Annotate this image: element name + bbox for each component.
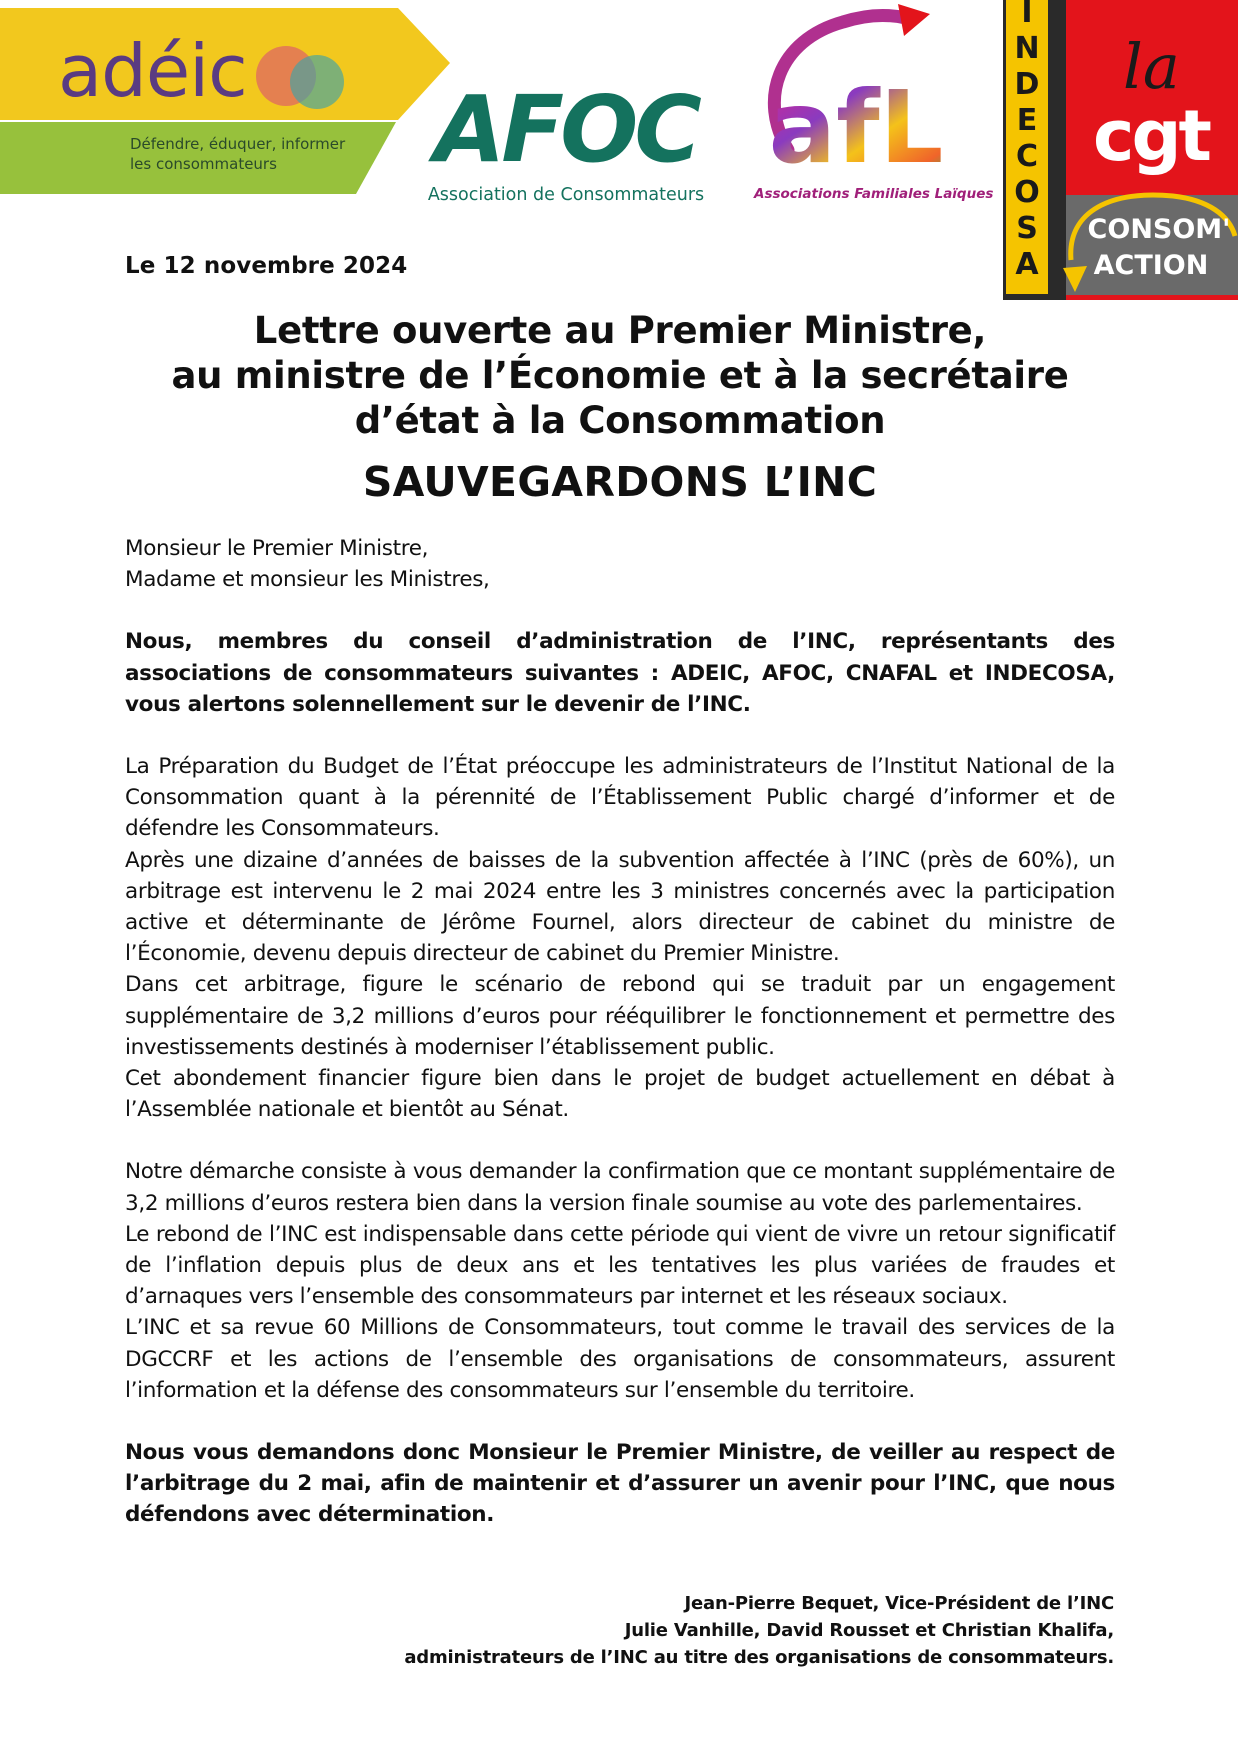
signature-line-2: Julie Vanhille, David Rousset et Christian Khalifa, <box>624 1620 1114 1641</box>
salutation-line-2: Madame et monsieur les Ministres, <box>125 567 490 593</box>
signature-line-1: Jean-Pierre Bequet, Vice-Président de l’INC <box>684 1593 1114 1614</box>
title-line-2: au ministre de l’Économie et à la secrétaire <box>171 354 1069 397</box>
paragraph-1: La Préparation du Budget de l’État préoccupe les administrateurs de l’Institut National de la Consommation quant à la pérennité de l’Établissement Public chargé d’informer et de défendre les Consommateurs. <box>125 754 1115 842</box>
letter-date: Le 12 novembre 2024 <box>125 253 408 279</box>
svg-text:D: D <box>1014 67 1040 102</box>
letter-body <box>125 533 1115 1531</box>
title-line-1: Lettre ouverte au Premier Ministre, <box>253 309 987 352</box>
svg-text:E: E <box>1016 103 1038 138</box>
adeic-tagline-2: les consommateurs <box>130 155 277 173</box>
svg-text:A: A <box>1015 247 1039 282</box>
afl-tagline: Associations Familiales Laïques <box>754 186 994 202</box>
closing-paragraph: Nous vous demandons donc Monsieur le Premier Ministre, de veiller au respect de l’arbitrage du 2 mai, afin de maintenir et d’assurer un avenir pour l’INC, que nous défendons avec détermination. <box>125 1440 1115 1528</box>
cgt-consom-text: CONSOM' <box>1087 214 1231 245</box>
intro-paragraph: Nous, membres du conseil d’administration de l’INC, représentants des associations de consommateurs suivantes : ADEIC, AFOC, CNAFAL et INDECOSA, vous alertons solennellement sur le devenir de l’INC. <box>125 629 1115 717</box>
paragraph-4: Cet abondement financier figure bien dans le projet de budget actuellement en débat à l’Assemblée nationale et bientôt au Sénat. <box>125 1066 1115 1123</box>
svg-text:O: O <box>1014 175 1040 210</box>
paragraph-5: Notre démarche consiste à vous demander la confirmation que ce montant supplémentaire de 3,2 millions d’euros restera bien dans la version finale soumise au vote des parlementaires. <box>125 1159 1115 1216</box>
paragraph-3: Dans cet arbitrage, figure le scénario de rebond qui se traduit par un engagement supplémentaire de 3,2 millions d’euros pour rééquilibrer le fonctionnement et permettre des investissements destinés à moderniser l’établissement public. <box>125 972 1115 1060</box>
afl-wordmark: afL <box>768 69 944 186</box>
cgt-wordmark: cgt <box>1092 95 1210 177</box>
afoc-logo <box>428 66 704 208</box>
signature-block <box>404 1590 1114 1671</box>
svg-text:I: I <box>1021 0 1033 30</box>
adeic-wordmark: adéic <box>58 29 247 113</box>
afoc-tagline: Association de Consommateurs <box>427 185 705 205</box>
svg-text:S: S <box>1016 211 1038 246</box>
adeic-logo <box>0 8 452 194</box>
indecosa-letters <box>1014 0 1040 282</box>
cgt-la-text: la <box>1123 30 1180 103</box>
signature-line-3: administrateurs de l’INC au titre des organisations de consommateurs. <box>404 1647 1114 1668</box>
adeic-tagline-1: Défendre, éduquer, informer <box>130 135 346 153</box>
title-line-3: d’état à la Consommation <box>354 399 886 442</box>
svg-text:C: C <box>1015 139 1039 174</box>
paragraph-6: Le rebond de l’INC est indispensable dans cette période qui vient de vivre un retour significatif de l’inflation depuis plus de deux ans et les tentatives les plus variées de fraudes et d’arnaques vers l’ensemble des consommateurs par internet et les réseaux sociaux. <box>125 1221 1115 1310</box>
indecosa-cgt-logo <box>1003 0 1238 300</box>
letter-title <box>150 308 1090 443</box>
headline: SAUVEGARDONS L’INC <box>362 458 878 506</box>
paragraph-7: L’INC et sa revue 60 Millions de Consommateurs, tout comme le travail des services de la DGCCRF et les actions de l’ensemble des organisations de consommateurs, assurent l’information et la défense des consommateurs sur l’ensemble du territoire. <box>125 1315 1115 1403</box>
cgt-action-text: ACTION <box>1093 250 1209 281</box>
afl-logo <box>748 0 994 212</box>
salutation-line-1: Monsieur le Premier Ministre, <box>125 536 429 561</box>
afoc-wordmark: AFOC <box>434 76 698 183</box>
paragraph-2: Après une dizaine d’années de baisses de la subvention affectée à l’INC (près de 60%), un arbitrage est intervenu le 2 mai 2024 entre les 3 ministres concernés avec la participation active et déterminante de Jérôme Fournel, alors directeur de cabinet du ministre de l’Économie, devenu depuis directeur de cabinet du Premier Ministre. <box>125 847 1115 967</box>
svg-text:N: N <box>1014 31 1040 66</box>
